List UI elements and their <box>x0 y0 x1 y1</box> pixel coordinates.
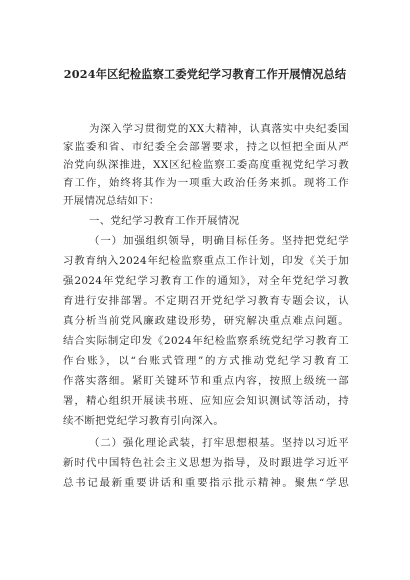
paragraph-line: 开展情况总结如下： <box>63 195 160 207</box>
paragraph-line: 作落实落细。紧盯关键环节和重点内容，按照上级统一部 <box>63 375 349 387</box>
paragraph-line: 结合实际制定印发《2024年纪检监察系统党纪学习教育工 <box>63 335 349 347</box>
paragraph-line: 为深入学习贯彻党的XX大精神，认真落实中央纪委国 <box>89 123 349 135</box>
paragraph-line: 署，精心组织开展读书班、应知应会知识测试等活动，持 <box>63 395 349 407</box>
paragraph-line: 真分析当前党风廉政建设形势，研究解决重点难点问题。 <box>63 315 349 327</box>
paragraph-line: 治党向纵深推进，XX区纪检监察工委高度重视党纪学习教 <box>63 159 349 171</box>
paragraph-line: （二）强化理论武装，打牢思想根基。坚持以习近平 <box>89 437 349 449</box>
paragraph-line: 作台账》，以“台账式管理”的方式推动党纪学习教育工 <box>63 355 349 367</box>
paragraph-line: 续不断把党纪学习教育引向深入。 <box>63 415 225 427</box>
paragraph-line: 家监委和省、市纪委全会部署要求，持之以恒把全面从严 <box>63 141 349 153</box>
paragraph-line: （一）加强组织领导，明确目标任务。坚持把党纪学 <box>89 235 349 247</box>
paragraph-line: 育进行安排部署。不定期召开党纪学习教育专题会议，认 <box>63 295 349 307</box>
paragraph-line: 强2024年党纪学习教育工作的通知》，对全年党纪学习教 <box>63 275 349 287</box>
paragraph-line: 习教育纳入2024年纪检监察重点工作计划，印发《关于加 <box>63 255 349 267</box>
paragraph-line: 育工作，始终将其作为一项重大政治任务来抓。现将工作 <box>63 177 349 189</box>
document-title: 2024年区纪检监察工委党纪学习教育工作开展情况总结 <box>63 67 347 81</box>
section-heading: 一、党纪学习教育工作开展情况 <box>89 215 240 227</box>
paragraph-line: 新时代中国特色社会主义思想为指导，及时跟进学习近平 <box>63 457 349 469</box>
paragraph-line: 总书记最新重要讲话和重要指示批示精神。聚焦“学思 <box>63 477 349 489</box>
